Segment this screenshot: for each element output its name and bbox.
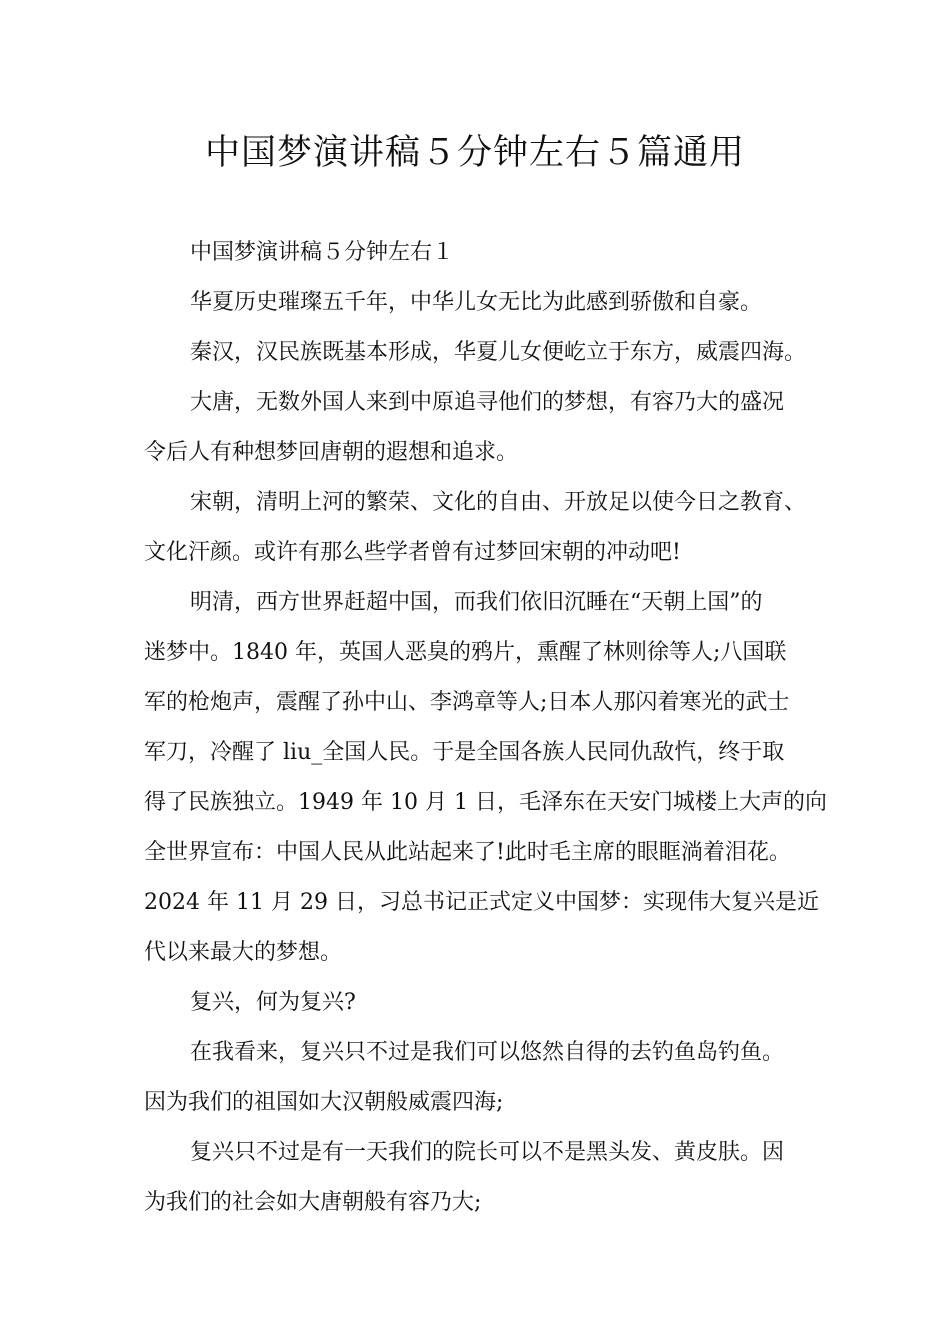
paragraph: 复兴，何为复兴?: [190, 990, 356, 1015]
section-heading: 中国梦演讲稿５分钟左右１: [190, 240, 455, 265]
paragraph: 秦汉，汉民族既基本形成，华夏儿女便屹立于东方，威震四海。: [190, 340, 807, 365]
paragraph: 明清，西方世界赶超中国，而我们依旧沉睡在“天朝上国”的 迷梦中。1840 年，英国人恶臭的鸦片，熏醒了林则徐等人;八国联 军的枪炮声，震醒了孙中山、李鸿章等人;日本人那闪着寒光的武士 军刀，冷醒了 liu_全国人民。于是全国各族人民同仇敌忾，终于取 得了民族独立。1949 年 10 月 1 日，毛泽东在天安门城楼上大声的向 全世界宣布：中国人民从此站起来了!此时毛主席的眼眶淌着泪花。 2024 年 11 月 29 日，习总书记正式定义中国梦：实现伟大复兴是近 代以来最大的梦想。: [144, 590, 827, 965]
paragraph: 复兴只不过是有一天我们的院长可以不是黑头发、黄皮肤。因 为我们的社会如大唐朝般有容乃大;: [144, 1140, 785, 1215]
document-title: 中国梦演讲稿５分钟左右５篇通用: [204, 133, 745, 173]
paragraph: 在我看来，复兴只不过是我们可以悠然自得的去钓鱼岛钓鱼。 因为我们的祖国如大汉朝般威震四海;: [144, 1040, 785, 1115]
paragraph: 宋朝，清明上河的繁荣、文化的自由、开放足以使今日之教育、 文化汗颜。或许有那么些学者曾有过梦回宋朝的冲动吧!: [144, 490, 807, 565]
paragraph: 华夏历史璀璨五千年，中华儿女无比为此感到骄傲和自豪。: [190, 290, 763, 315]
paragraph: 大唐，无数外国人来到中原追寻他们的梦想，有容乃大的盛况 令后人有种想梦回唐朝的遐想和追求。: [144, 390, 785, 465]
document-body: [144, 228, 834, 1228]
